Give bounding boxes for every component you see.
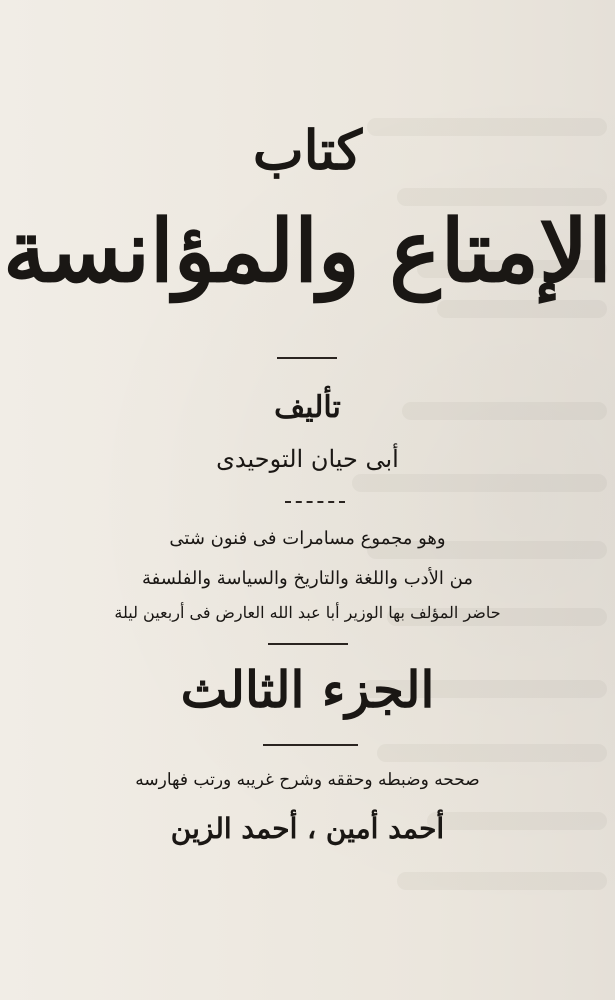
- description-line: من الأدب واللغة والتاريخ والسياسة والفلسفة: [141, 568, 473, 589]
- description-divider: [268, 643, 348, 645]
- description-line: وهو مجموع مسامرات فى فنون شتى: [169, 528, 446, 549]
- book-label: كتاب: [252, 118, 363, 182]
- title-divider: [277, 357, 337, 359]
- volume-label: الجزء الثالث: [180, 660, 435, 719]
- show-through-text: [377, 744, 607, 762]
- editors-caption: صححه وضبطه وحققه وشرح غريبه ورتب فهارسه: [135, 770, 480, 790]
- description-line: حاضر المؤلف بها الوزير أبا عبد الله العارض فى أربعين ليلة: [114, 603, 501, 622]
- show-through-text: [437, 300, 607, 318]
- author-name: أبى حيان التوحيدى: [216, 445, 399, 473]
- volume-divider: [263, 744, 358, 746]
- show-through-text: [397, 872, 607, 890]
- show-through-text: [352, 474, 607, 492]
- editors-names: أحمد أمين ، أحمد الزين: [170, 812, 445, 845]
- authoring-label: تأليف: [274, 390, 341, 425]
- book-title: الإمتاع والمؤانسة: [3, 201, 612, 302]
- author-divider: [285, 501, 345, 503]
